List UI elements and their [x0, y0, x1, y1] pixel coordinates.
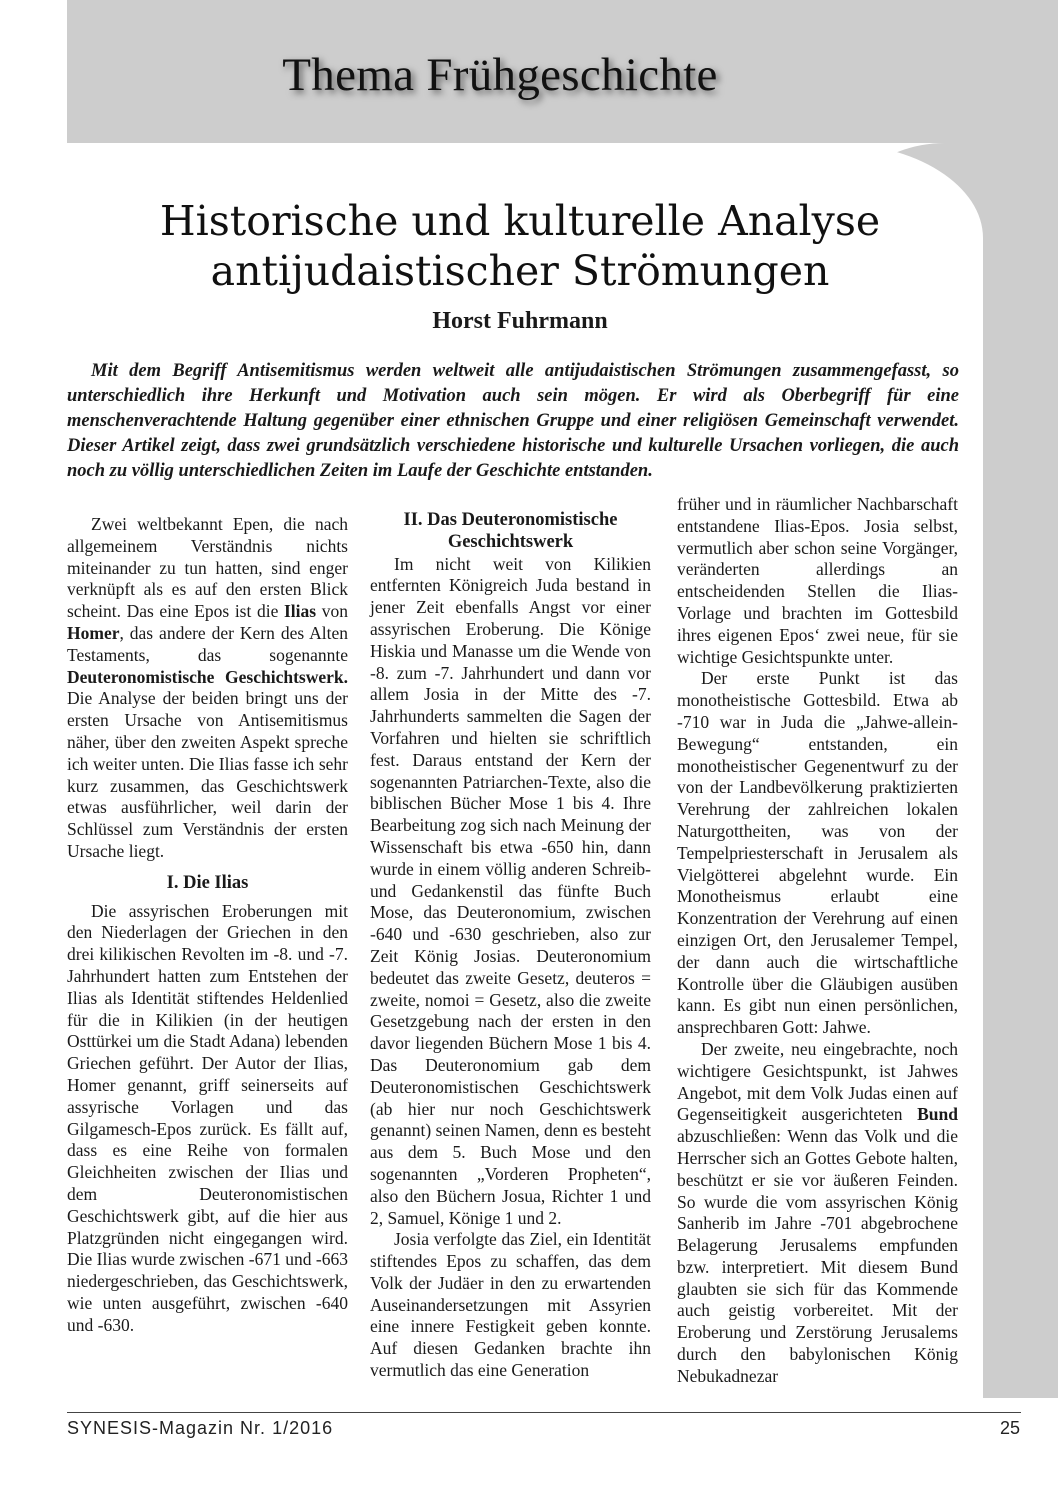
footer-rule [67, 1412, 1021, 1413]
paragraph: Im nicht weit von Kilikien entfernten Königreich Juda bestand in jener Zeit ebenfalls Angst vor einer assyrischen Eroberung. Die Könige Hiskia und Manasse um die Wende von -8. zum -7. Jahrhundert und dann vor allem Josia in der Mitte des -7. Jahrhunderts sammelten die Sagen der Vorfahren und hielten sie schriftlich fest. Daraus entstand der Kern der sogenannten Patriarchen-Texte, also die biblischen Bücher Mose 1 bis 4. Ihre Bearbeitung zog sich nach Meinung der Wissenschaft bis etwa -650 hin, dann wurde in einem völlig anderen Schreib- und Gedankenstil das fünfte Buch Mose, das Deuteronomium, zwischen -640 und -630 geschrieben, also zur Zeit König Josias. Deuteronomium bedeutet das zweite Gesetz, deuteros = zweite, nomoi = Gesetz, also die zweite Gesetzgebung nach der ersten in den davor liegenden Büchern Mose 1 bis 4. Das Deuteronomium gab dem Deuteronomistischen Geschichtswerk (ab hier nur noch Geschichtswerk genannt) seinen Namen, denn es besteht aus dem 5. Buch Mose und den sogenannten „Vorderen Propheten“, also den Büchern Josua, Richter 1 und 2, Samuel, Könige 1 und 2. [370, 553, 651, 1228]
text-run: abzuschließen: Wenn das Volk und die Herrscher sich an Gottes Gebote halten, beschützt er sie vor äußeren Feinden. So wurde die vom assyrischen König Sanherib im Jahre -701 abgebrochene Belagerung Jerusalems empfunden bzw. interpretiert. Mit diesem Bund glaubten sie sich für das Kommende auch geistig vorbereitet. Mit der Eroberung und Zerstörung Jerusalems durch den babylonischen König Nebukadnezar [677, 1126, 958, 1386]
text-run: Der zweite, neu eingebrachte, noch wichtigere Gesichtspunkt, ist Jahwes Angebot, mit dem Volk Judas einen auf Gegenseitigkeit ausgerichteten [677, 1038, 958, 1125]
paragraph [67, 514, 348, 863]
bold-term: Ilias [284, 601, 317, 622]
heading-line: Geschichtswerk [447, 531, 574, 552]
bold-term: Homer [67, 622, 120, 643]
text-run: von [316, 601, 348, 622]
text-run: , das andere der Kern des Alten Testaments, das sogenannte [67, 622, 348, 665]
article-title-line-2: antijudaistischer Strömungen [210, 247, 830, 295]
footer-magazine: SYNESIS-Magazin Nr. 1/2016 [67, 1418, 334, 1438]
heading-line: II. Das Deuteronomistische [403, 510, 618, 530]
page-number: 25 [999, 1418, 1020, 1438]
article-title [70, 196, 970, 296]
bold-term: Deuteronomistische Geschichtswerk. [67, 666, 348, 687]
article-abstract: Mit dem Begriff Antisemitismus werden weltweit alle antijudaistischen Strömungen zusammengefasst, so unterschiedlich ihre Herkunft und Motivation auch sein mögen. Er wird als Oberbegriff für eine menschenverachtende Haltung gegenüber einer ethnischen Gruppe und einer religiösen Gemeinschaft verwendet. Dieser Artikel zeigt, dass zwei grundsätzlich verschiedene historische und kulturelle Ursachen vorliegen, die auch noch zu völlig unterschiedlichen Zeiten im Laufe der Geschichte entstanden. [67, 361, 959, 481]
section-heading: I. Die Ilias [166, 872, 249, 893]
text-column-1 [67, 514, 348, 1336]
paragraph: Die assyrischen Eroberungen mit den Niederlagen der Griechen in den drei kilikischen Revolten im -8. und -7. Jahrhundert hatten zum Entstehen der Ilias als Identität stiftendes Heldenlied für die in Kilikien (in der heutigen Osttürkei um die Stadt Adana) lebenden Griechen geführt. Der Autor der Ilias, Homer genannt, griff seinerseits auf assyrische Vorlagen und das Gilgamesch-Epos zurück. Es fällt auf, dass es eine Reihe von formalen Gleichheiten zwischen der Ilias und dem Deuteronomistischen Geschichtswerk gibt, auf die hier aus Platzgründen nicht eingegangen wird. Die Ilias wurde zwischen -671 und -663 niedergeschrieben, das Geschichtswerk, wie unten ausgeführt, zwischen -640 und -630. [67, 900, 348, 1335]
text-column-3 [677, 494, 958, 1388]
text-run: Zwei weltbekannt Epen, die nach allgemeinem Verständnis nichts miteinander zu tun hatten, sind enger verknüpft als es auf den ersten Blick scheint. Das eine Epos ist die [67, 514, 348, 622]
paragraph: Josia verfolgte das Ziel, ein Identität stiftendes Epos zu schaffen, das dem Volk der Judäer in den zu erwartenden Auseinandersetzungen mit Assyrien eine innere Festigkeit geben konnte. Auf diesen Gedanken brachte ihn vermutlich das eine Generation [370, 1229, 651, 1381]
bold-term: Bund [917, 1104, 958, 1125]
paragraph [677, 1039, 958, 1388]
paragraph: Der erste Punkt ist das monotheistische Gottesbild. Etwa ab -710 war in Juda die „Jahwe-allein-Bewegung“ entstanden, ein monotheistischer Gegenentwurf zu der von der Landbevölkerung praktizierten Verehrung der zahlreichen lokalen Naturgottheiten, was von der Tempelpriesterschaft in Jerusalem als Vielgötterei abgelehnt wurde. Ein Monotheismus erlaubt eine Konzentration der Verehrung auf einen einzigen Ort, den Jerusalemer Tempel, der dann auch die wirtschaftliche Kontrolle über die Gläubigen ausüben kann. Es gibt nun einen persönlichen, ansprechbaren Gott: Jahwe. [677, 668, 958, 1038]
section-banner: Thema Frühgeschichte [282, 49, 718, 101]
section-heading [370, 510, 651, 554]
paragraph: früher und in räumlicher Nachbarschaft entstandene Ilias-Epos. Josia selbst, vermutlich aber schon seine Vorgänger, veränderten allerdings an entscheidenden Stellen die Ilias-Vorlage und brachten im Gottesbild ihres eigenen Epos‘ zwei neue, für sie wichtige Gesichtspunkte unter. [677, 494, 958, 667]
article-author: Horst Fuhrmann [432, 308, 608, 334]
article-title-line-1: Historische und kulturelle Analyse [159, 197, 881, 245]
text-column-2 [370, 510, 651, 1382]
text-run: Die Analyse der beiden bringt uns der ersten Ursache von Antisemitismus näher, über den zweiten Aspekt spreche ich weiter unten. Die Ilias fasse ich sehr kurz zusammen, das Geschichtswerk etwas ausführlicher, weil darin der Schlüssel zum Verständnis der ersten Ursache liegt. [67, 688, 348, 861]
